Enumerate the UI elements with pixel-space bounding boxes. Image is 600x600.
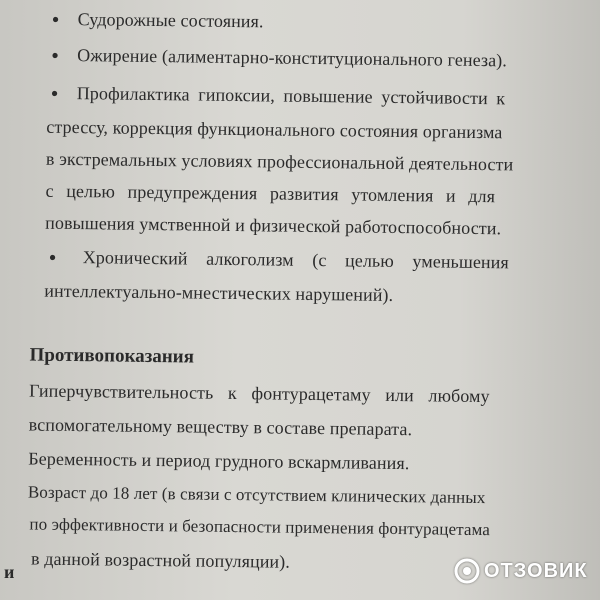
watermark-text: ОТЗОВИК <box>484 559 588 582</box>
contra-line-3: Беременность и период грудного вскармливания. <box>28 448 410 474</box>
bullet-dot: • <box>51 42 60 68</box>
bullet-3-line-5: повышения умственной и физической работоспособности. <box>45 212 502 239</box>
watermark-logo <box>454 558 588 584</box>
bullet-dot: • <box>48 244 57 270</box>
bullet-4-line-2: интеллектуально-мнестических нарушений). <box>44 280 394 305</box>
section-heading: Противопоказания <box>29 344 195 368</box>
bullet-3-line-3: в экстремальных условиях профессиональной деятельности <box>45 148 514 175</box>
contra-line-2: вспомогательному веществу в составе препарата. <box>28 414 413 440</box>
bullet-dot: • <box>50 80 59 106</box>
contra-line-4: Возраст до 18 лет (в связи с отсутствием клинических данных <box>27 482 486 508</box>
otzovik-logo-icon <box>454 558 480 584</box>
bullet-dot: • <box>51 6 60 32</box>
bullet-3-line-2: стрессу, коррекция функционального состояния организма <box>46 116 503 143</box>
contra-line-5: по эффективности и безопасности применения фонтурацетама <box>29 514 491 540</box>
bullet-4-line-1: Хронический алкоголизм (с целью уменьшения <box>82 247 509 273</box>
contra-line-1: Гиперчувствительность к фонтурацетаму или любому <box>29 380 490 407</box>
bullet-3-line-1: Профилактика гипоксии, повышение устойчивости к <box>76 83 506 109</box>
contra-line-6: в данной возрастной популяции). <box>30 548 291 572</box>
page-edge-fragment: и <box>4 562 15 582</box>
bullet-3-line-4: с целью предупреждения развития утомления и для <box>45 180 496 207</box>
bullet-2-line-1: Ожирение (алиментарно-конституционального генеза). <box>77 45 508 71</box>
bullet-1-line-1: Судорожные состояния. <box>77 9 264 32</box>
